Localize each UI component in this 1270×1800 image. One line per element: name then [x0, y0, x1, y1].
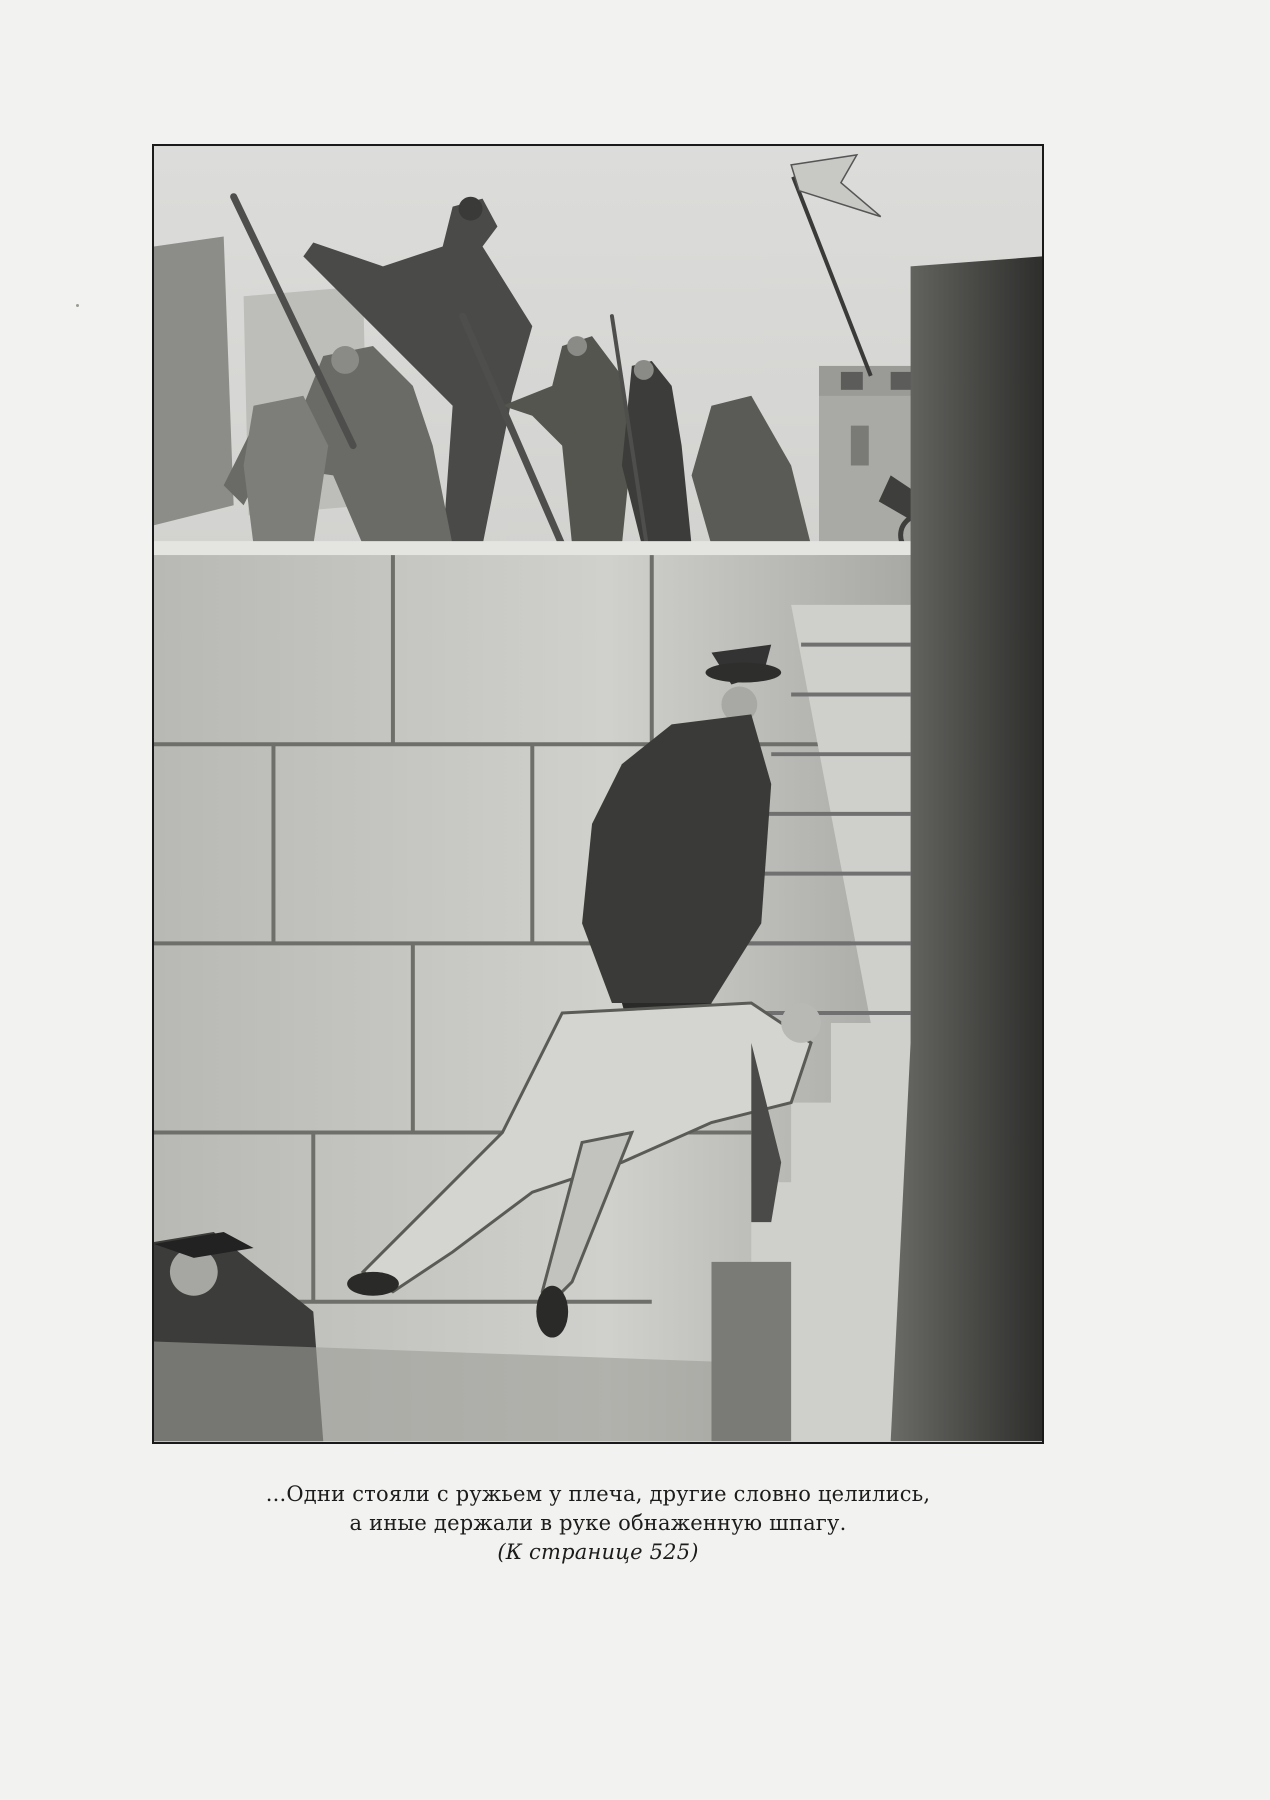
- page-reference: (К странице 525): [497, 1540, 699, 1564]
- caption-line-2: а иные держали в руке обнаженную шпагу.: [349, 1511, 847, 1535]
- ruin-pillar-left: [154, 237, 234, 526]
- engraving-illustration: [154, 146, 1042, 1442]
- caption-line-1: ...Одни стояли с ружьем у плеча, другие словно целились,: [265, 1482, 931, 1506]
- rampart-coping: [154, 541, 1042, 555]
- paper-speck: [76, 304, 79, 307]
- illustration-plate: [152, 144, 1044, 1444]
- dark-pillar-right: [891, 256, 1042, 1441]
